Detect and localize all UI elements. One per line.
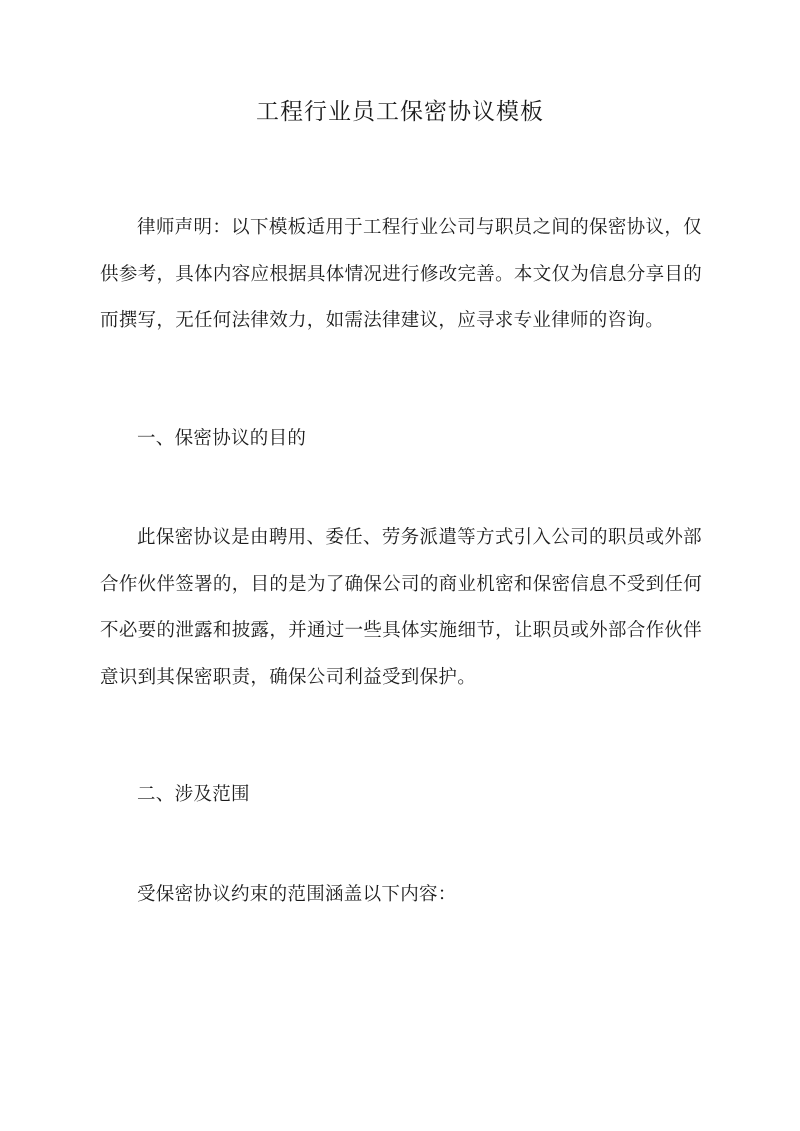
document-title: 工程行业员工保密协议模板 [256, 99, 544, 125]
section-heading-scope: 二、涉及范围 [137, 784, 250, 805]
section-body-scope: 受保密协议约束的范围涵盖以下内容： [137, 884, 457, 905]
section-heading-purpose: 一、保密协议的目的 [137, 428, 307, 449]
section-body-purpose: 此保密协议是由聘用、委任、劳务派遣等方式引入公司的职员或外部合作伙伴签署的，目的是为了确保公司的商业机密和保密信息不受到任何不必要的泄露和披露，并通过一些具体实施细节，让职员或外部合作伙伴意识到其保密职责，确保公司利益受到保护。 [100, 527, 702, 688]
lawyer-disclaimer-paragraph: 律师声明：以下模板适用于工程行业公司与职员之间的保密协议，仅供参考，具体内容应根据具体情况进行修改完善。本文仅为信息分享目的而撰写，无任何法律效力，如需法律建议，应寻求专业律师的咨询。 [100, 217, 702, 331]
